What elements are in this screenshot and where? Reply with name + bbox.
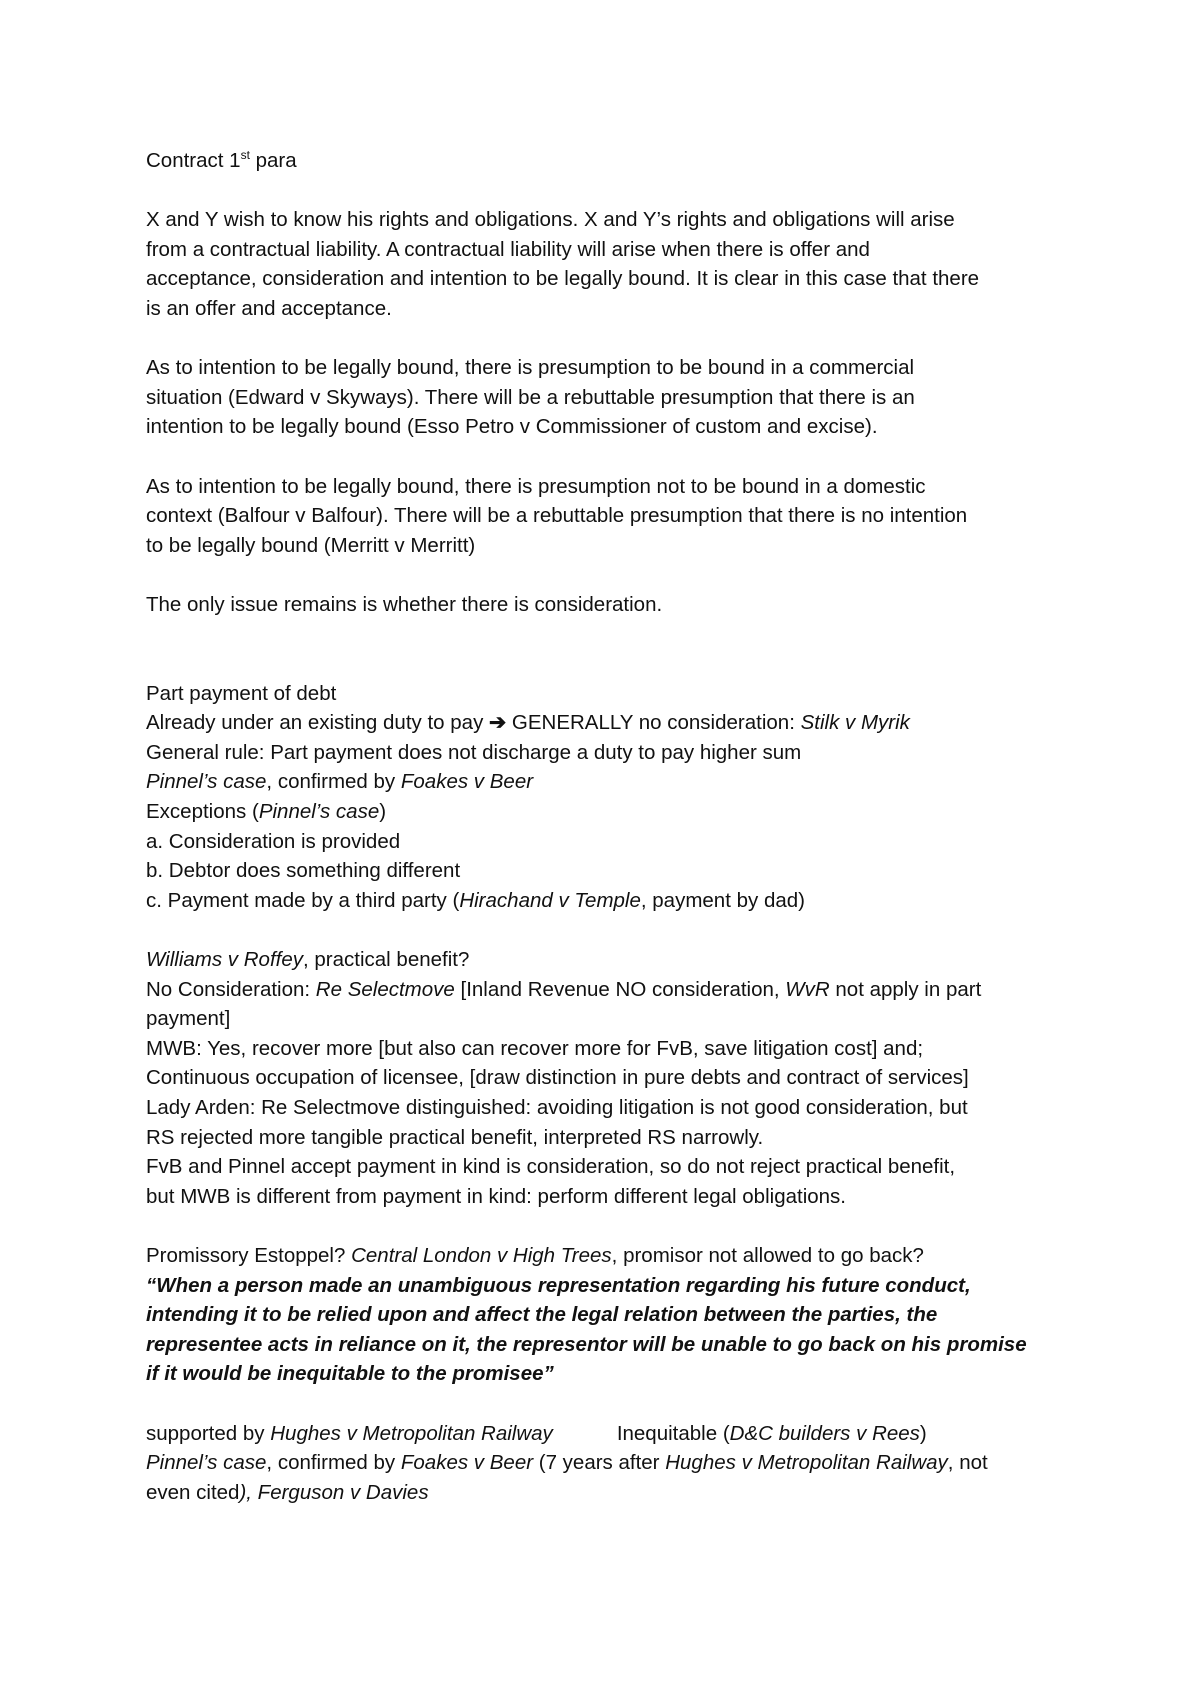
intro-paragraph: X and Y wish to know his rights and obligations. X and Y’s rights and obligations will arise from a contractual liability. A contractual liability will arise when there is offer and acceptance, consideration and intention to be legally bound. It is clear in this case that there is an offer and acceptance. — [146, 208, 980, 320]
document-title: Contract 1st para — [146, 148, 297, 172]
commercial-paragraph: As to intention to be legally bound, there is presumption to be bound in a commercial situation (Edward v Skyways). There will be a rebuttable presumption that there is an intention to be legally bound (Esso Petro v Commissioner of custom and excise). — [146, 356, 915, 439]
only-issue-paragraph: The only issue remains is whether there is consideration. — [146, 592, 663, 616]
williams-roffey-section: Williams v Roffey, practical benefit? No Consideration: Re Selectmove [Inland Revenue NO consideration, WvR not apply in part payment] MWB: Yes, recover more [but also can recover more for FvB, save litigation cost] and; Continuous occupation of licensee, [draw distinction in pure debts and contract of services] Lady Arden: Re Selectmove distinguished: avoiding litigation is not good consideration, but RS rejected more tangible practical benefit, interpreted RS narrowly. FvB and Pinnel accept payment in kind is consideration, so do not reject practical benefit, but MWB is different from payment in kind: perform different legal obligations. — [146, 948, 982, 1208]
part-payment-section: Part payment of debt Already under an existing duty to pay ➔ GENERALLY no consideration: Stilk v Myrik General rule: Part payment does not discharge a duty to pay higher sum Pinnel’s case, confirmed by Foakes v Beer Exceptions (Pinnel’s case) a. Consideration is provided b. Debtor does something different c. Payment made by a third party (Hirachand v Temple, payment by dad) — [146, 679, 1080, 916]
right-arrow-icon: ➔ — [489, 711, 507, 735]
list-item: b. Debtor does something different — [146, 859, 461, 883]
list-item: c. Payment made by a third party (Hirachand v Temple, payment by dad) — [146, 888, 805, 912]
high-trees-quote: “When a person made an unambiguous representation regarding his future conduct, intending it to be relied upon and affect the legal relation between the parties, the representee acts in reliance on it, the representor will be unable to go back on his promise if it would be inequitable to the promisee” — [146, 1273, 1027, 1386]
promissory-estoppel-section: Promissory Estoppel? Central London v High Trees, promisor not allowed to go back? “When a person made an unambiguous representation regarding his future conduct, intending it to be relied upon and affect the legal relation between the parties, the representee acts in reliance on it, the representor will be unable to go back on his promise if it would be inequitable to the promisee” supported by Hughes v Metropolitan Railway Inequitable (D&C builders v Rees) Pinnel’s case, confirmed by Foakes v Beer (7 years after Hughes v Metropolitan Railway, not even cited), Ferguson v Davies — [146, 1241, 1080, 1507]
part-payment-heading: Part payment of debt — [146, 681, 337, 705]
list-item: a. Consideration is provided — [146, 829, 401, 853]
domestic-paragraph: As to intention to be legally bound, there is presumption not to be bound in a domestic context (Balfour v Balfour). There will be a rebuttable presumption that there is no intention to be legally bound (Merritt v Merritt) — [146, 474, 968, 557]
